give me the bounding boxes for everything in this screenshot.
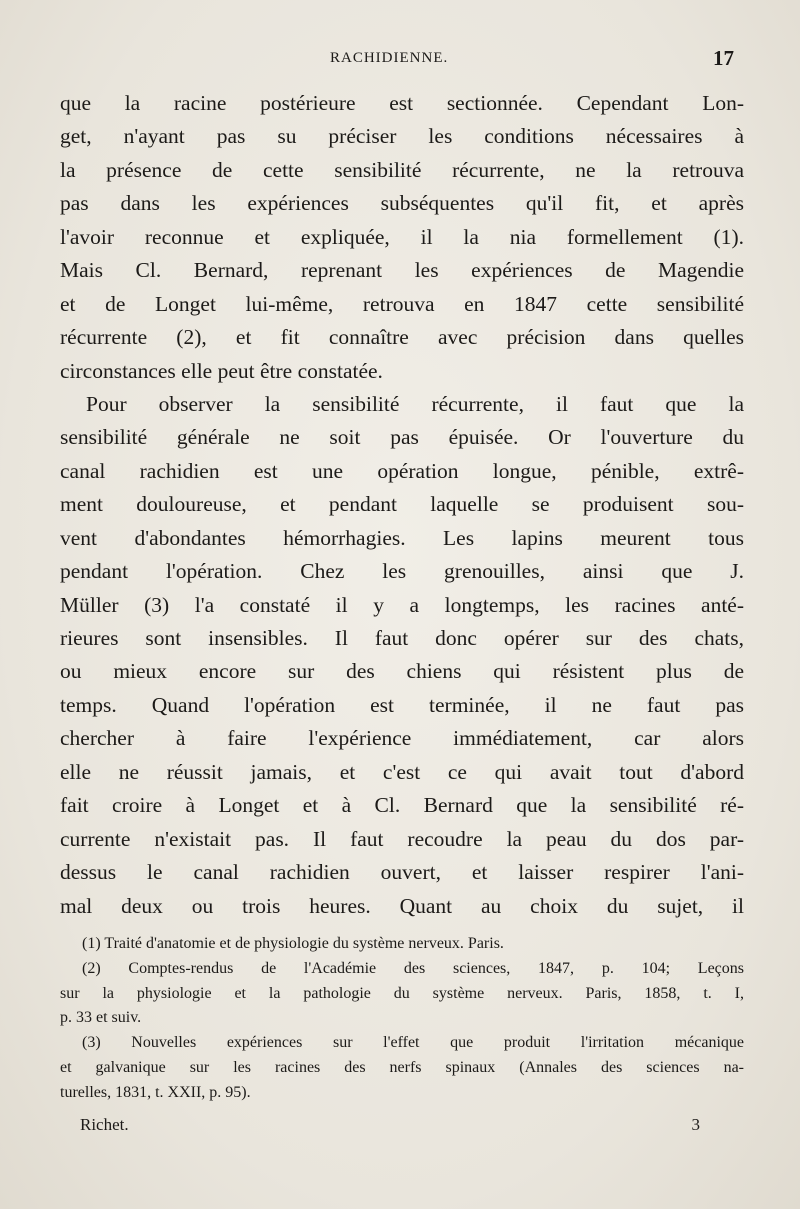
body-line: pas dans les expériences subséquentes qu'il fit, et après (60, 191, 744, 216)
body-line: que la racine postérieure est sectionnée. Cependant Lon- (60, 91, 744, 115)
footnote-2: (2) Comptes-rendus de l'Académie des sciences, 1847, p. 104; Leçons (82, 959, 744, 977)
body-text (60, 87, 744, 923)
footnote-line: turelles, 1831, t. XXII, p. 95). (60, 1083, 251, 1101)
body-line: ou mieux encore sur des chiens qui résistent plus de (60, 659, 744, 684)
body-line: mal deux ou trois heures. Quant au choix du sujet, il (60, 893, 744, 918)
body-line: elle ne réussit jamais, et c'est ce qui avait tout d'abord (60, 759, 744, 784)
body-line: vent d'abondantes hémorrhagies. Les lapins meurent tous (60, 525, 744, 550)
running-title: RACHIDIENNE. (330, 50, 449, 66)
footnotes (60, 932, 744, 1106)
body-line: dessus le canal rachidien ouvert, et laisser respirer l'ani- (60, 860, 744, 885)
sheet-number: 3 (691, 1115, 700, 1134)
body-line: sensibilité générale ne soit pas épuisée. Or l'ouverture du (60, 425, 744, 450)
body-line: get, n'ayant pas su préciser les conditions nécessaires à (60, 124, 744, 149)
body-line: Mais Cl. Bernard, reprenant les expériences de Magendie (60, 258, 744, 283)
body-line: Müller (3) l'a constaté il y a longtemps, les racines anté- (60, 592, 744, 617)
body-line: circonstances elle peut être constatée. (60, 358, 383, 383)
body-line: l'avoir reconnue et expliquée, il la nia formellement (1). (60, 224, 744, 249)
body-line: fait croire à Longet et à Cl. Bernard que la sensibilité ré- (60, 793, 744, 818)
footnote-line: sur la physiologie et la pathologie du système nerveux. Paris, 1858, t. I, (60, 984, 744, 1002)
body-line: récurrente (2), et fit connaître avec précision dans quelles (60, 325, 744, 350)
body-line: et de Longet lui-même, retrouva en 1847 cette sensibilité (60, 291, 744, 316)
footnote-line: p. 33 et suiv. (60, 1009, 142, 1027)
body-line: currente n'existait pas. Il faut recoudre la peau du dos par- (60, 826, 744, 851)
paragraph-start-line: Pour observer la sensibilité récurrente, il faut que la (86, 391, 744, 416)
page-number: 17 (713, 46, 734, 70)
body-line: la présence de cette sensibilité récurrente, ne la retrouva (60, 157, 744, 182)
printer-signature: Richet. (80, 1115, 129, 1134)
body-line: chercher à faire l'expérience immédiatement, car alors (60, 726, 744, 751)
body-line: ment douloureuse, et pendant laquelle se produisent sou- (60, 492, 744, 517)
footnote-3: (3) Nouvelles expériences sur l'effet que produit l'irritation mécanique (82, 1034, 744, 1052)
signature-line (80, 1115, 700, 1141)
footnote-line: et galvanique sur les racines des nerfs spinaux (Annales des sciences na- (60, 1058, 744, 1076)
body-line: temps. Quand l'opération est terminée, il ne faut pas (60, 692, 744, 717)
footnote-1: (1) Traité d'anatomie et de physiologie du système nerveux. Paris. (82, 935, 504, 952)
running-head (60, 46, 740, 74)
body-line: rieures sont insensibles. Il faut donc opérer sur des chats, (60, 626, 744, 650)
body-line: pendant l'opération. Chez les grenouilles, ainsi que J. (60, 559, 744, 584)
body-line: canal rachidien est une opération longue, pénible, extrê- (60, 458, 744, 483)
